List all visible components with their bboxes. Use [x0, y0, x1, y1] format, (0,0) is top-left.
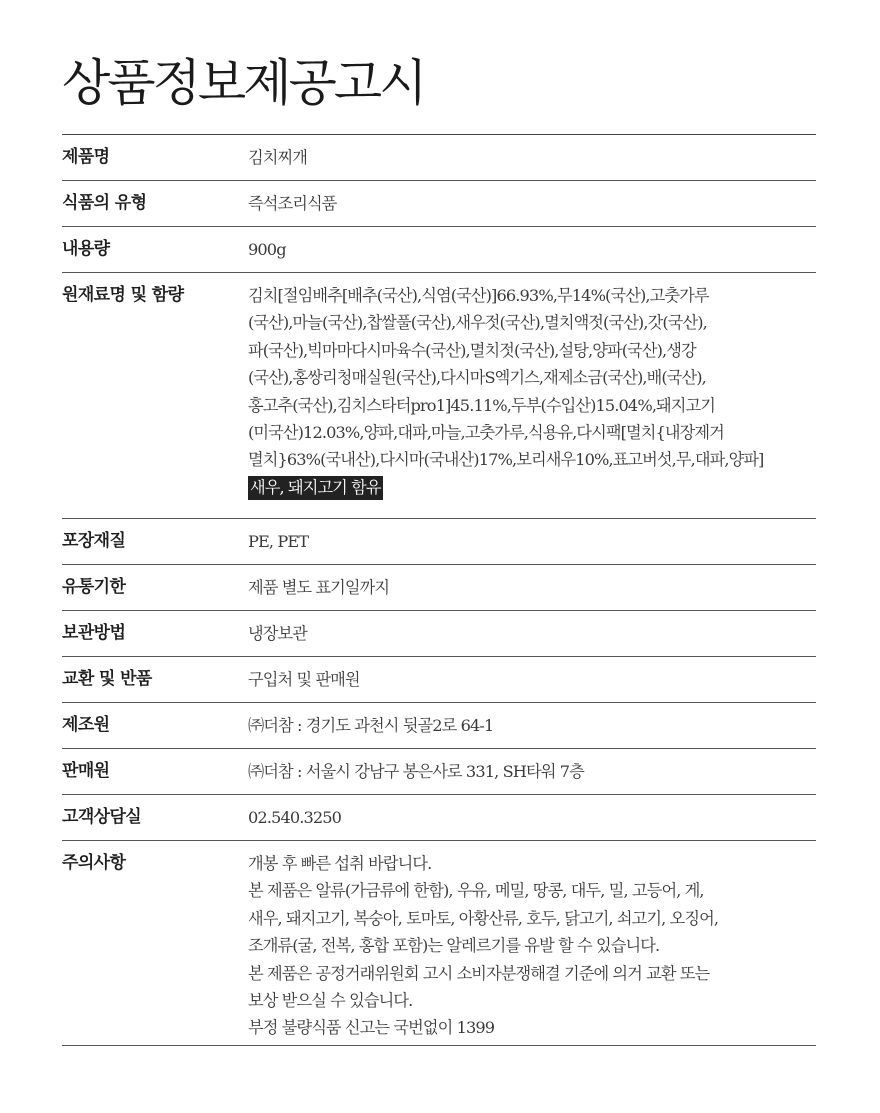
- row-value: 김치찌개: [248, 148, 307, 167]
- row-label: 판매원: [62, 761, 110, 781]
- table-row-manufacturer: [62, 703, 816, 749]
- table-row-expiry: [62, 565, 816, 611]
- row-label: 유통기한: [62, 577, 126, 597]
- notice-line: 보상 받으실 수 있습니다.: [248, 991, 413, 1011]
- row-label: 원재료명 및 함량: [62, 285, 184, 305]
- ingredients-line: 홍고추(국산),김치스타터pro1]45.11%,두부(수입산)15.04%,돼지고기: [248, 395, 716, 415]
- ingredients-line: (국산),마늘(국산),찹쌀풀(국산),새우젓(국산),멸치액젓(국산),갓(국산),: [248, 313, 707, 333]
- table-row-ingredients: [62, 273, 816, 519]
- page-title: 상품정보제공고시: [62, 54, 425, 112]
- row-value: 02.540.3250: [248, 808, 342, 827]
- notice-line: 본 제품은 알류(가금류에 한함), 우유, 메밀, 땅콩, 대두, 밀, 고등어, 게,: [248, 881, 704, 901]
- table-row-notice: [62, 841, 816, 1046]
- ingredients-line: (미국산)12.03%,양파,대파,마늘,고춧가루,식용유,다시팩[멸치{내장제거: [248, 423, 724, 443]
- table-row-packaging: [62, 519, 816, 565]
- row-label: 고객상담실: [62, 807, 142, 827]
- row-label: 교환 및 반품: [62, 669, 152, 689]
- row-label: 보관방법: [62, 623, 126, 643]
- row-value: ㈜더참 : 경기도 과천시 뒷골2로 64-1: [248, 716, 494, 735]
- row-label: 주의사항: [62, 853, 126, 873]
- row-value: 900g: [248, 240, 286, 259]
- table-row-product-name: [62, 135, 816, 181]
- row-label: 제조원: [62, 715, 110, 735]
- notice-line: 부정 불량식품 신고는 국번없이 1399: [248, 1018, 495, 1038]
- table-row-seller: [62, 749, 816, 795]
- row-label: 제품명: [62, 147, 110, 167]
- row-label: 포장재질: [62, 531, 126, 551]
- allergen-highlight: 새우, 돼지고기 함유: [248, 476, 383, 500]
- row-value: PE, PET: [248, 532, 309, 551]
- table-row-food-type: [62, 181, 816, 227]
- notice-line: 본 제품은 공정거래위원회 고시 소비자분쟁해결 기준에 의거 교환 또는: [248, 963, 710, 983]
- row-value: ㈜더참 : 서울시 강남구 봉은사로 331, SH타워 7층: [248, 762, 584, 781]
- ingredients-line: 파(국산),빅마마다시마육수(국산),멸치젓(국산),설탕,양파(국산),생강: [248, 340, 696, 360]
- notice-line: 개봉 후 빠른 섭취 바랍니다.: [248, 854, 432, 873]
- notice-value: [248, 841, 816, 1045]
- row-label: 내용량: [62, 239, 110, 259]
- ingredients-value: [248, 273, 816, 518]
- table-row-exchange: [62, 657, 816, 703]
- row-label: 식품의 유형: [62, 193, 147, 213]
- ingredients-line: 멸치}63%(국내산),다시마(국내산)17%,보리새우10%,표고버섯,무,대파,양파]: [248, 450, 764, 470]
- info-table: [62, 134, 816, 1046]
- row-value: 즉석조리식품: [248, 194, 337, 213]
- ingredients-line: 김치[절임배추[배추(국산),식염(국산)]66.93%,무14%(국산),고춧가루: [248, 286, 709, 305]
- row-value: 냉장보관: [248, 624, 307, 643]
- table-row-customer-service: [62, 795, 816, 841]
- row-value: 구입처 및 판매원: [248, 670, 360, 689]
- table-row-net-weight: [62, 227, 816, 273]
- product-info-notice: [62, 0, 816, 1046]
- table-row-storage: [62, 611, 816, 657]
- notice-line: 조개류(굴, 전복, 홍합 포함)는 알레르기를 유발 할 수 있습니다.: [248, 936, 660, 956]
- notice-line: 새우, 돼지고기, 복숭아, 토마토, 아황산류, 호두, 닭고기, 쇠고기, 오징어,: [248, 908, 719, 928]
- row-value: 제품 별도 표기일까지: [248, 578, 390, 597]
- ingredients-line: (국산),홍쌍리청매실원(국산),다시마S엑기스,재제소금(국산),배(국산),: [248, 368, 706, 388]
